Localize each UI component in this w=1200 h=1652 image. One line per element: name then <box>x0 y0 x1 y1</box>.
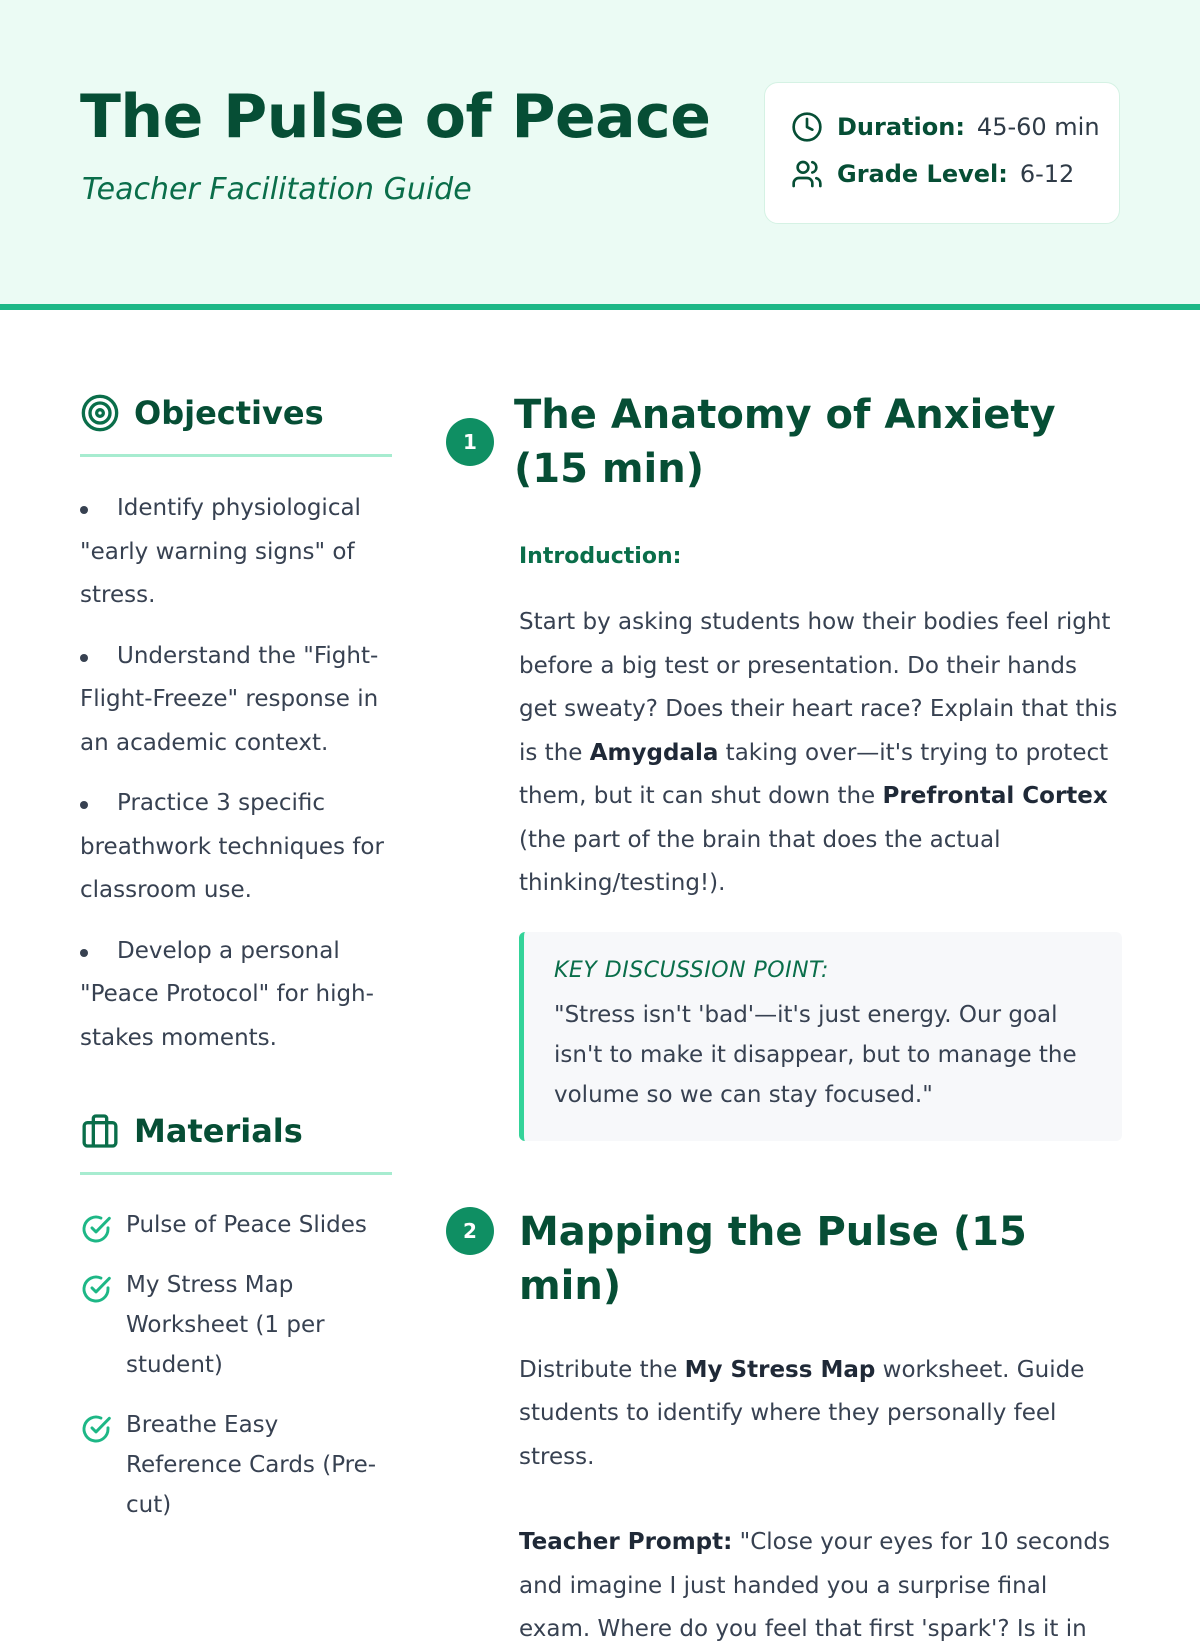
section-2-body <box>519 1349 1122 1652</box>
users-icon <box>791 158 823 190</box>
material-item <box>80 1265 392 1385</box>
page-title: The Pulse of Peace <box>80 82 711 152</box>
teacher-prompt-paragraph: Teacher Prompt: "Close your eyes for 10 seconds and imagine I just handed you a surprise final exam. Where do you feel that first 'spark'? Is it in <box>519 1529 1110 1642</box>
page-subtitle: Teacher Facilitation Guide <box>82 172 472 207</box>
section-1-body <box>519 544 1122 1141</box>
duration-value: 45-60 min <box>976 113 1100 141</box>
objectives-divider <box>80 454 392 457</box>
main-content <box>446 388 1122 1652</box>
duration-row <box>791 111 1100 143</box>
objectives-list <box>80 487 392 1060</box>
step-number-badge: 2 <box>446 1207 494 1255</box>
clock-icon <box>791 111 823 143</box>
section-1-heading <box>446 388 1122 496</box>
check-circle-icon <box>80 1273 112 1305</box>
materials-heading <box>80 1106 392 1156</box>
material-label: Breathe Easy Reference Cards (Pre-cut) <box>126 1412 377 1518</box>
term-my-stress-map: My Stress Map <box>684 1356 876 1383</box>
objectives-heading <box>80 388 392 438</box>
section-2-heading <box>446 1205 1122 1313</box>
objective-item: Identify physiological "early warning signs" of stress. <box>80 487 392 618</box>
target-icon <box>80 393 120 433</box>
meta-card <box>764 82 1120 224</box>
objective-item: Develop a personal "Peace Protocol" for high-stakes moments. <box>80 930 392 1061</box>
section-1-title: The Anatomy of Anxiety (15 min) <box>514 392 1056 492</box>
material-item <box>80 1205 392 1245</box>
objective-item: Understand the "Fight-Flight-Freeze" response in an academic context. <box>80 635 392 766</box>
sidebar <box>80 388 392 1545</box>
term-prefrontal-cortex: Prefrontal Cortex <box>882 783 1108 809</box>
callout-text: "Stress isn't 'bad'—it's just energy. Our goal isn't to make it disappear, but to manage the volume so we can stay focused." <box>554 1001 1077 1108</box>
introduction-label: Introduction: <box>519 544 682 569</box>
duration-label: Duration: <box>837 113 965 141</box>
callout-label: KEY DISCUSSION POINT: <box>554 957 829 983</box>
term-amygdala: Amygdala <box>589 739 719 766</box>
objective-item: Practice 3 specific breathwork techniques for classroom use. <box>80 782 392 913</box>
material-label: My Stress Map Worksheet (1 per student) <box>126 1272 325 1378</box>
page-header <box>0 0 1200 310</box>
grade-value: 6-12 <box>1019 160 1075 188</box>
section-2-paragraph: Distribute the My Stress Map worksheet. Guide students to identify where they personally feel stress. <box>519 1356 1085 1470</box>
material-item <box>80 1405 392 1525</box>
step-number-badge: 1 <box>446 418 494 466</box>
grade-row <box>791 158 1074 190</box>
grade-label: Grade Level: <box>837 160 1008 188</box>
materials-divider <box>80 1172 392 1175</box>
section-2-title: Mapping the Pulse (15 min) <box>519 1208 1027 1309</box>
section-1-paragraph: Start by asking students how their bodies feel right before a big test or presentation. Do their hands get sweaty? Does their heart race? Explain that this is the Amygdala taking over—it's trying to protect them, but it can shut down the Prefrontal Cortex (the part of the brain that does the actual thinking/testing!). <box>519 609 1118 896</box>
objectives-title: Objectives <box>134 394 324 432</box>
material-label: Pulse of Peace Slides <box>126 1212 367 1238</box>
key-discussion-callout <box>519 932 1122 1141</box>
check-circle-icon <box>80 1413 112 1445</box>
materials-list <box>80 1205 392 1525</box>
check-circle-icon <box>80 1213 112 1245</box>
teacher-prompt-label: Teacher Prompt: <box>519 1529 733 1555</box>
briefcase-icon <box>80 1111 120 1151</box>
materials-title: Materials <box>134 1112 303 1150</box>
